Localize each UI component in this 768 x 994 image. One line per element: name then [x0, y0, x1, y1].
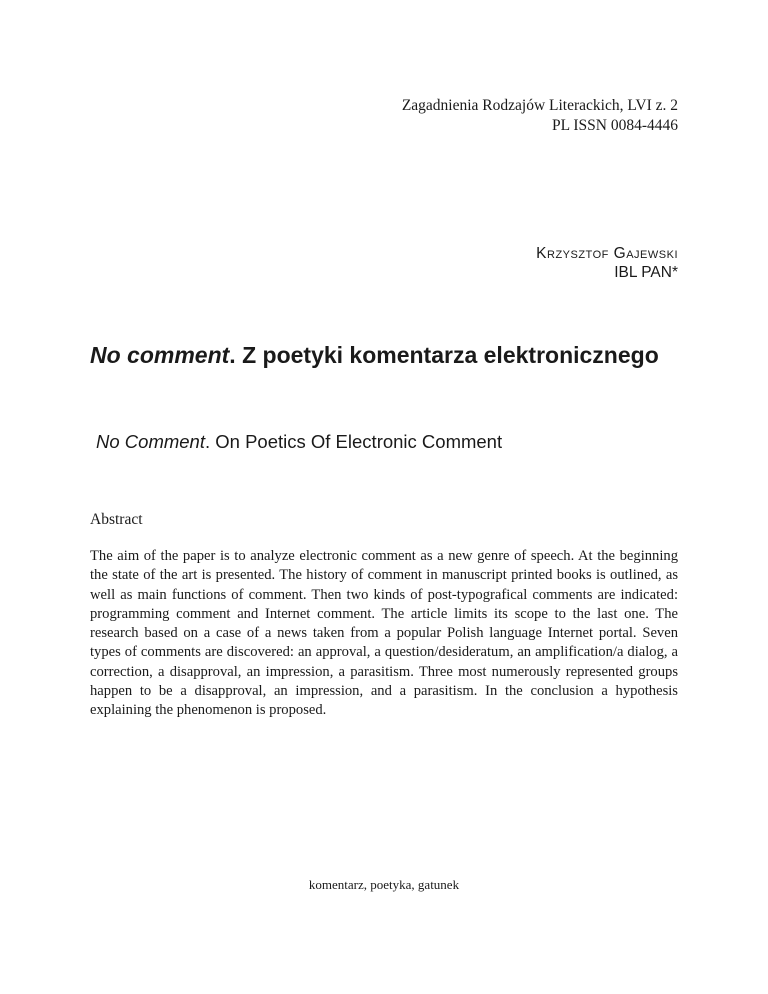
title-pl-rest: . Z poetyki komentarza elektronicznego — [229, 342, 659, 368]
title-en-italic: No Comment — [96, 431, 205, 452]
title-en-rest: . On Poetics Of Electronic Comment — [204, 431, 503, 452]
journal-title: Zagadnienia Rodzajów Literackich, LVI z. 2 — [401, 97, 678, 114]
journal-info — [402, 96, 678, 136]
author-block — [536, 244, 678, 282]
journal-issn: PL ISSN 0084-4446 — [551, 117, 678, 134]
abstract-text: The aim of the paper is to analyze electronic comment as a new genre of speech. At the beginning the state of the art is presented. The history of comment in manuscript printed books is outlined, as well as main functions of comment. Then two kinds of post-typografical comments are indicated: programming comment and Internet comment. The article limits its scope to the last one. The research based on a case of a news taken from a popular Polish language Internet portal. Seven types of comments are discovered: an approval, a question/desideratum, an amplification/a dialog, a correction, a disapproval, an impression, a parasitism. Three most numerously represented groups happen to be a disapproval, an impression, and a parasitism. In the conclusion a hypothesis explaining the phenomenon is proposed. — [90, 548, 678, 719]
abstract-heading: Abstract — [90, 511, 143, 528]
article-title-polish — [90, 340, 690, 370]
author-name: Krzysztof Gajewski — [536, 245, 678, 262]
author-affiliation: IBL PAN* — [614, 264, 678, 281]
keywords: komentarz, poetyka, gatunek — [308, 877, 460, 892]
article-title-english — [96, 430, 696, 454]
title-pl-italic: No comment — [90, 342, 230, 368]
